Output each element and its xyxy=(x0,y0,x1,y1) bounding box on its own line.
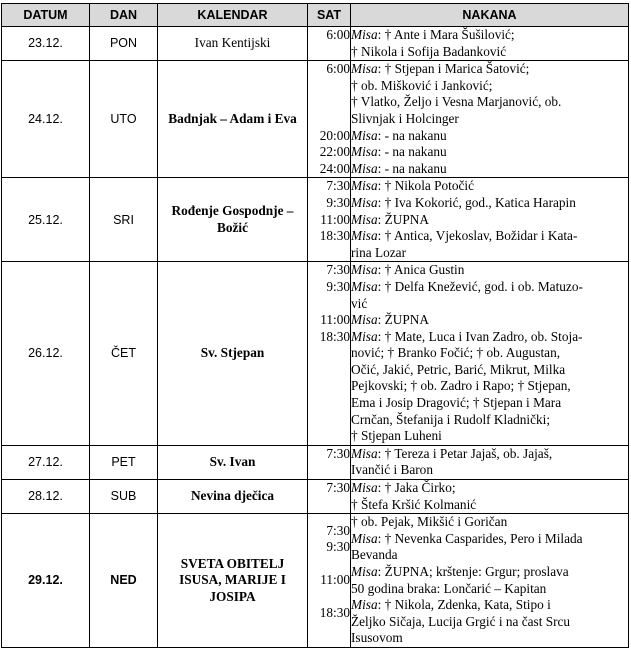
schedule-row xyxy=(2,445,629,479)
mass-time: 9:30 xyxy=(326,539,350,555)
intention-text: : † Anica Gustin xyxy=(377,262,465,278)
intention-line xyxy=(351,44,628,61)
intention-text: : † Nevenka Casparides, Pero i Milada xyxy=(377,530,583,546)
intention-text: vić xyxy=(351,295,368,311)
mass-time xyxy=(308,395,350,412)
mass-schedule-table xyxy=(1,3,629,648)
dan-cell: UTO xyxy=(90,61,158,178)
intention-text: Pejkovski; † ob. Zadro i Rapo; † Stjepan, xyxy=(351,378,571,394)
dan-cell: SUB xyxy=(90,480,158,514)
intention-line xyxy=(351,161,628,178)
datum-cell: 24.12. xyxy=(2,61,90,178)
intention-line xyxy=(351,514,628,531)
intention-text: 50 godina braka: Lončarić – Kapitan xyxy=(351,580,547,596)
nakana-cell xyxy=(351,178,629,262)
mass-time: 20:00 xyxy=(319,127,350,143)
misa-label: Misa xyxy=(351,61,378,77)
intention-line xyxy=(351,128,628,145)
intention-text: Slivnjak i Holcinger xyxy=(351,110,459,126)
mass-time: 9:30 xyxy=(326,278,350,294)
sat-cell xyxy=(308,445,351,479)
dan-cell: SRI xyxy=(90,178,158,262)
intention-line xyxy=(351,195,628,212)
nakana-cell xyxy=(351,514,629,648)
misa-label: Misa xyxy=(351,262,378,278)
intention-text: † Nikola i Sofija Badanković xyxy=(351,43,507,59)
intention-text: : ŽUPNA xyxy=(377,211,429,227)
mass-time: 7:30 xyxy=(326,445,350,461)
intention-text: rina Lozar xyxy=(351,244,406,260)
mass-time: 7:30 xyxy=(326,178,350,194)
intention-text: : † Ante i Mara Šušilović; xyxy=(377,27,515,42)
intention-text: : - na nakanu xyxy=(377,160,447,176)
intention-line xyxy=(351,245,628,262)
misa-label: Misa xyxy=(351,228,378,244)
schedule-row xyxy=(2,178,629,262)
intention-text: Očić, Jakić, Petric, Barić, Mikrut, Milka xyxy=(351,361,566,377)
intention-line xyxy=(351,212,628,229)
intention-line xyxy=(351,345,628,362)
intention-line xyxy=(351,531,628,548)
sat-cell xyxy=(308,178,351,262)
kalendar-cell: Sv. Stjepan xyxy=(158,262,308,446)
kalendar-cell: Sv. Ivan xyxy=(158,445,308,479)
intention-line xyxy=(351,378,628,395)
mass-time xyxy=(308,44,350,61)
intention-text: † Stjepan Luheni xyxy=(351,428,442,444)
intention-line xyxy=(351,329,628,346)
mass-time: 11:00 xyxy=(320,572,350,588)
schedule-row xyxy=(2,514,629,648)
mass-time: 11:00 xyxy=(320,312,350,328)
intention-line xyxy=(351,564,628,581)
intention-text: Bevanda xyxy=(351,547,398,563)
misa-label: Misa xyxy=(351,160,378,176)
header-nakana: NAKANA xyxy=(351,4,629,27)
misa-label: Misa xyxy=(351,597,378,613)
intention-line xyxy=(351,446,628,463)
intention-line xyxy=(351,144,628,161)
mass-time xyxy=(308,622,350,639)
mass-time: 18:30 xyxy=(319,228,350,244)
kalendar-cell: Rođenje Gospodnje – Božić xyxy=(158,178,308,262)
datum-cell: 23.12. xyxy=(2,27,90,61)
nakana-cell xyxy=(351,262,629,446)
mass-time: 22:00 xyxy=(319,144,350,160)
header-datum: DATUM xyxy=(2,4,90,27)
mass-time: 7:30 xyxy=(326,262,350,278)
intention-text: : † Delfa Knežević, god. i ob. Matuzo- xyxy=(377,278,583,294)
intention-line xyxy=(351,362,628,379)
intention-line xyxy=(351,497,628,514)
intention-text: Isusovom xyxy=(351,630,403,646)
mass-time xyxy=(308,428,350,445)
intention-text: : † Nikola Potočić xyxy=(377,178,474,194)
mass-time: 7:30 xyxy=(326,522,350,538)
misa-label: Misa xyxy=(351,328,378,344)
mass-time: 18:30 xyxy=(319,328,350,344)
intention-text: nović; † Branko Fočić; † ob. Augustan, xyxy=(351,345,561,361)
mass-time xyxy=(308,94,350,111)
misa-label: Misa xyxy=(351,312,378,328)
mass-time xyxy=(308,345,350,362)
mass-time xyxy=(308,462,350,479)
nakana-cell xyxy=(351,61,629,178)
intention-text: : † Antica, Vjekoslav, Božidar i Kata- xyxy=(377,228,578,244)
misa-label: Misa xyxy=(351,445,378,461)
intention-line xyxy=(351,480,628,497)
mass-time xyxy=(308,78,350,95)
dan-cell: PET xyxy=(90,445,158,479)
mass-time: 6:00 xyxy=(326,27,350,42)
header-kalendar: KALENDAR xyxy=(158,4,308,27)
mass-time xyxy=(308,497,350,514)
header-dan: DAN xyxy=(90,4,158,27)
intention-text: † ob. Mišković i Janković; xyxy=(351,77,493,93)
mass-time xyxy=(308,111,350,128)
nakana-cell xyxy=(351,27,629,61)
mass-time xyxy=(308,296,350,313)
sat-cell xyxy=(308,480,351,514)
mass-time xyxy=(308,245,350,262)
mass-time: 24:00 xyxy=(319,160,350,176)
intention-text: † Štefa Kršić Kolmanić xyxy=(351,496,477,512)
intention-line xyxy=(351,581,628,598)
intention-line xyxy=(351,27,628,44)
header-row xyxy=(2,4,629,27)
intention-line xyxy=(351,547,628,564)
sat-cell xyxy=(308,262,351,446)
intention-line xyxy=(351,428,628,445)
schedule-row xyxy=(2,61,629,178)
schedule-row xyxy=(2,27,629,61)
intention-line xyxy=(351,78,628,95)
mass-time: 7:30 xyxy=(326,480,350,496)
datum-cell: 26.12. xyxy=(2,262,90,446)
intention-text: : ŽUPNA xyxy=(377,312,429,328)
intention-line xyxy=(351,111,628,128)
intention-line xyxy=(351,312,628,329)
kalendar-cell: Nevina dječica xyxy=(158,480,308,514)
misa-label: Misa xyxy=(351,27,378,42)
intention-line xyxy=(351,630,628,647)
mass-time: 11:00 xyxy=(320,211,350,227)
intention-line xyxy=(351,395,628,412)
mass-time xyxy=(308,378,350,395)
mass-time xyxy=(308,362,350,379)
datum-cell: 25.12. xyxy=(2,178,90,262)
intention-text: : † Mate, Luca i Ivan Zadro, ob. Stoja- xyxy=(377,328,583,344)
intention-text: Ema i Josip Dragović; † Stjepan i Mara xyxy=(351,395,562,411)
intention-text: : ŽUPNA; krštenje: Grgur; proslava xyxy=(377,564,569,579)
misa-label: Misa xyxy=(351,178,378,194)
misa-label: Misa xyxy=(351,144,378,160)
intention-line xyxy=(351,412,628,429)
intention-line xyxy=(351,614,628,631)
intention-text: : † Stjepan i Marica Šatović; xyxy=(377,61,530,77)
misa-label: Misa xyxy=(351,278,378,294)
sat-cell xyxy=(308,514,351,648)
intention-text: † Vlatko, Željo i Vesna Marjanović, ob. xyxy=(351,94,562,110)
intention-line xyxy=(351,61,628,78)
sat-cell xyxy=(308,61,351,178)
misa-label: Misa xyxy=(351,564,378,579)
mass-time: 9:30 xyxy=(326,194,350,210)
intention-text: Ivančić i Baron xyxy=(351,462,433,478)
intention-line xyxy=(351,597,628,614)
dan-cell: ČET xyxy=(90,262,158,446)
schedule-row xyxy=(2,262,629,446)
intention-line xyxy=(351,228,628,245)
intention-text: : † Iva Kokorić, god., Katica Harapin xyxy=(377,194,576,210)
misa-label: Misa xyxy=(351,530,378,546)
dan-cell: NED xyxy=(90,514,158,648)
intention-line xyxy=(351,296,628,313)
intention-line xyxy=(351,462,628,479)
mass-time xyxy=(308,556,350,573)
intention-text: : † Nikola, Zdenka, Kata, Stipo i xyxy=(377,597,551,613)
misa-label: Misa xyxy=(351,127,378,143)
datum-cell: 28.12. xyxy=(2,480,90,514)
dan-cell: PON xyxy=(90,27,158,61)
nakana-cell xyxy=(351,480,629,514)
intention-text: Željko Sičaja, Lucija Grgić i na čast Srcu xyxy=(351,613,571,629)
intention-line xyxy=(351,262,628,279)
intention-line xyxy=(351,94,628,111)
intention-text: : - na nakanu xyxy=(377,127,447,143)
intention-text: Crnčan, Štefanija i Rudolf Kladnički; xyxy=(351,411,551,427)
datum-cell: 27.12. xyxy=(2,445,90,479)
intention-line xyxy=(351,178,628,195)
intention-line xyxy=(351,279,628,296)
mass-time xyxy=(308,589,350,606)
datum-cell: 29.12. xyxy=(2,514,90,648)
intention-text: : - na nakanu xyxy=(377,144,447,160)
intention-text: : † Jaka Čirko; xyxy=(377,480,456,496)
misa-label: Misa xyxy=(351,194,378,210)
header-sat: SAT xyxy=(308,4,351,27)
misa-label: Misa xyxy=(351,480,378,496)
kalendar-cell: Ivan Kentijski xyxy=(158,27,308,61)
intention-text: † ob. Pejak, Mikšić i Goričan xyxy=(351,514,508,530)
intention-text: : † Tereza i Petar Jajaš, ob. Jajaš, xyxy=(377,445,553,461)
mass-time xyxy=(308,412,350,429)
mass-time: 18:30 xyxy=(319,605,350,621)
schedule-row xyxy=(2,480,629,514)
kalendar-cell: Badnjak – Adam i Eva xyxy=(158,61,308,178)
kalendar-cell: SVETA OBITELJ ISUSA, MARIJE I JOSIPA xyxy=(158,514,308,648)
nakana-cell xyxy=(351,445,629,479)
mass-time: 6:00 xyxy=(326,61,350,77)
sat-cell xyxy=(308,27,351,61)
misa-label: Misa xyxy=(351,211,378,227)
